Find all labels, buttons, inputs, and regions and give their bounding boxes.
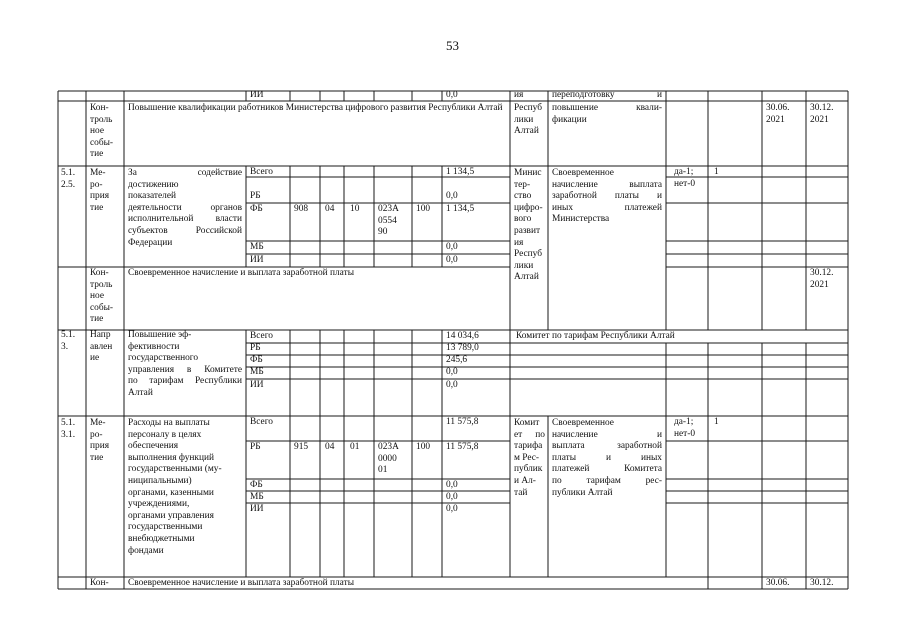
row-5-1-3-number: 5.1. 3. — [61, 330, 76, 352]
row-5-1-3-1-code-pr: 01 — [350, 442, 360, 452]
row-5-1-2-5-amount-total: 1 134,5 — [446, 167, 475, 177]
row-5-1-3-1-code-rz: 04 — [325, 442, 335, 452]
row-5-1-2-5-source-total: Всего — [250, 167, 273, 177]
row-5-1-3-1-type: Ме- ро- прия тие — [90, 418, 110, 463]
row-5-1-3-source-rb: РБ — [250, 343, 261, 353]
row-5-1-2-5-source-mb: МБ — [250, 242, 264, 252]
page-number: 53 — [446, 38, 459, 53]
row-5-1-2-5-source-ii: ИИ — [250, 255, 264, 265]
row-5-1-2-5-amount-ii: 0,0 — [446, 255, 458, 265]
control-event-3-name: Своевременное начисление и выплата заработной платы — [128, 578, 354, 588]
row-5-1-3-name: Повышение эф- фективности государственного управления в Комитете по тарифам Республики Алтай — [128, 330, 242, 398]
control-event-2-date-end: 30.12. 2021 — [810, 268, 834, 290]
control-event-3-date-end: 30.12. — [810, 578, 834, 588]
row-5-1-2-5-name: За содействие достижению показателей деятельности органов исполнительной власти субъектов Российской Федерации — [128, 168, 242, 248]
row-5-1-3-amount-mb: 0,0 — [446, 367, 458, 377]
row-5-1-3-1-value: 1 — [714, 417, 719, 427]
control-event-1-executor: Респуб лики Алтай — [514, 103, 542, 137]
row-5-1-3-1-source-rb: РБ — [250, 442, 261, 452]
row-5-1-3-1-source-ii: ИИ — [250, 504, 264, 514]
row-5-1-3-1-amount-fb: 0,0 — [446, 480, 458, 490]
row-5-1-3-source-fb: ФБ — [250, 355, 263, 365]
row-5-1-3-1-code-csr: 023A 0000 01 — [378, 442, 399, 476]
row-5-1-2-5-code-pr: 10 — [350, 204, 360, 214]
row-5-1-3-1-source-mb: МБ — [250, 492, 264, 502]
row-5-1-3-1-result: Своевременное начисление и выплата заработной платы и иных платежей Комитета по тарифам рес- публики Алтай — [552, 418, 662, 498]
row-5-1-3-1-name: Расходы на выплаты персоналу в целях обеспечения выполнения функций государственными (му- ниципальными) органами, казенными учреждениями, органами управления государственными внебюджетными фондами — [128, 418, 222, 556]
control-event-1-date-start: 30.06. 2021 — [766, 103, 790, 125]
row-5-1-3-1-amount-ii: 0,0 — [446, 504, 458, 514]
row-5-1-2-5-value: 1 — [714, 167, 719, 177]
row-5-1-3-1-code-vr: 100 — [416, 442, 431, 452]
row-5-1-3-source-ii: ИИ — [250, 380, 264, 390]
control-event-1-date-end: 30.12. 2021 — [810, 103, 834, 125]
top-row-source: ИИ — [250, 90, 264, 100]
row-5-1-2-5-executor: Минис тер- ство цифро- вого развит ия Респуб лики Алтай — [514, 168, 543, 283]
row-5-1-3-1-executor: Комит ет по тарифа м Рес- публик и Ал- тай — [514, 418, 545, 498]
control-event-1-name: Повышение квалификации работников Министерства цифрового развития Республики Алтай — [128, 103, 503, 113]
top-row-executor-tail: ия — [514, 90, 524, 100]
row-5-1-3-source-total: Всего — [250, 331, 273, 341]
row-5-1-2-5-indicator: да-1; нет-0 — [674, 167, 696, 189]
row-5-1-2-5-amount-fb: 1 134,5 — [446, 204, 475, 214]
top-row-amount: 0,0 — [446, 90, 458, 100]
row-5-1-3-1-source-total: Всего — [250, 417, 273, 427]
row-5-1-2-5-amount-rb: 0,0 — [446, 191, 458, 201]
control-event-2-type: Кон- троль ное собы- тие — [90, 268, 114, 325]
row-5-1-3-1-amount-total: 11 575,8 — [446, 417, 479, 427]
row-5-1-2-5-code-csr: 023A 0554 90 — [378, 204, 399, 238]
row-5-1-3-executor: Комитет по тарифам Республики Алтай — [516, 331, 675, 341]
row-5-1-2-5-source-fb: ФБ — [250, 204, 263, 214]
row-5-1-3-amount-rb: 13 789,0 — [446, 343, 479, 353]
row-5-1-3-amount-fb: 245,6 — [446, 355, 468, 365]
control-event-3-date-start: 30.06. — [766, 578, 790, 588]
row-5-1-3-1-source-fb: ФБ — [250, 480, 263, 490]
row-5-1-2-5-code-vr: 100 — [416, 204, 431, 214]
row-5-1-2-5-source-rb: РБ — [250, 191, 261, 201]
row-5-1-3-amount-ii: 0,0 — [446, 380, 458, 390]
row-5-1-3-1-amount-rb: 11 575,8 — [446, 442, 479, 452]
row-5-1-2-5-amount-mb: 0,0 — [446, 242, 458, 252]
row-5-1-3-1-code-grbs: 915 — [294, 442, 309, 452]
row-5-1-2-5-type: Ме- ро- прия тие — [90, 168, 110, 213]
row-5-1-2-5-code-grbs: 908 — [294, 204, 309, 214]
row-5-1-2-5-number: 5.1. 2.5. — [61, 168, 76, 190]
row-5-1-2-5-result: Своевременное начисление выплата заработной платы и иных платежей Министерства — [552, 168, 662, 225]
row-5-1-3-source-mb: МБ — [250, 367, 264, 377]
control-event-1-type: Кон- троль ное собы- тие — [90, 103, 114, 160]
row-5-1-3-1-indicator: да-1; нет-0 — [674, 417, 696, 439]
control-event-1-result: повышение квали- фикации — [552, 103, 662, 125]
row-5-1-3-type: Напр авлен ие — [90, 330, 113, 364]
row-5-1-3-1-number: 5.1. 3.1. — [61, 418, 76, 440]
row-5-1-3-amount-total: 14 034,6 — [446, 331, 479, 341]
row-5-1-3-1-amount-mb: 0,0 — [446, 492, 458, 502]
row-5-1-2-5-code-rz: 04 — [325, 204, 335, 214]
control-event-2-name: Своевременное начисление и выплата заработной платы — [128, 268, 354, 278]
control-event-3-type: Кон- — [90, 578, 109, 588]
top-row-result: переподготовку и — [552, 90, 662, 100]
